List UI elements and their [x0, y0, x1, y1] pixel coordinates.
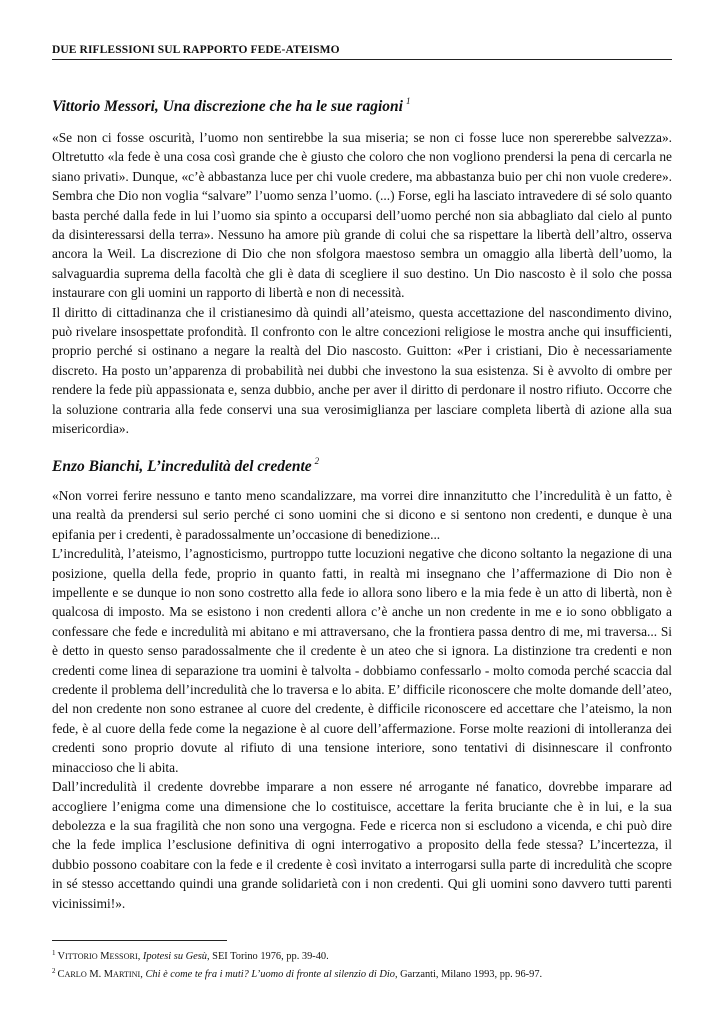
footnote-2: $^2$ CARLO M. MARTINI, Chi è come te fra i muti? L’uomo di fronte al silenzio di Dio, Garzanti, Milano 1993, pp. 96-97. [52, 967, 543, 980]
footnote-1: $^1$ VITTORIO MESSORI, Ipotesi su Gesù, SEI Torino 1976, pp. 39-40. [52, 949, 329, 962]
section-body-messori [52, 128, 672, 439]
paragraph: L’incredulità, l’ateismo, l’agnosticismo, purtroppo tutte locuzioni negative che dicono soltanto la negazione di una posizione, quella della fede, proprio in quanto fatti, in realtà mi insegnano che l’affermazione di Dio non è impellente e se dunque io non sono costretto alla fede io allora sono libero e la mia fede è un atto di libertà, non è qualcosa di imposto. Ma se esistono i non credenti allora c’è anche un non credente in me e io sono obbligato a confessare che fede e incredulità mi abitano e mi attraversano, che la frontiera passa dentro di me, mi traversa... Si è detto in questo senso paradossalmente che il credente è un ateo che si ignora. La distinzione tra credenti e non credenti come linea di separazione tra uomini è talvolta - dobbiamo confessarlo - molto comoda perché scaccia dal credente il problema dell’incredulità che lo traversa e lo abita. E’ difficile riconoscere che molte domande dell’ateo, del non credente non sono estranee al cuore del credente, è difficile riconoscere ed accettare che l’ateismo, la non fede, è al cuore della fede come la negazione è al cuore dell’affermazione. Forse molte reazioni di intolleranza dei credenti sono proprio dovute al rifiuto di una tensione interiore, sono tentativi di disinnescare il confronto minaccioso che li abita. [52, 546, 672, 775]
paragraph: Il diritto di cittadinanza che il cristianesimo dà quindi all’ateismo, questa accettazione del nascondimento divino, può rivelare insospettate profondità. Il confronto con le altre concezioni religiose le mostra anche qui insufficienti, proprio perché si ostinano a negare la realtà del Dio nascosto. Guitton: «Per i cristiani, Dio è necessariamente discreto. Ha posto un’apparenza di probabilità nei dubbi che investono la sua esistenza. Si è avvolto di ombre per rendere la fede più appassionata e, senza dubbio, anche per aver il diritto di perdonare il nostro rifiuto. Occorre che la soluzione contraria alla fede conservi una sua verosimiglianza per lasciare completa libertà di azione alla sua misericordia». [52, 304, 672, 437]
paragraph: «Non vorrei ferire nessuno e tanto meno scandalizzare, ma vorrei dire innanzitutto che l’incredulità è un fatto, è una realtà da prendersi sul serio perché ci sono uomini che si dicono e si sentono non credenti, e dunque è una epifania per i credenti, è paradossalmente un’occasione di benedizione... [52, 488, 672, 542]
footnote-divider [52, 940, 227, 941]
paragraph: Dall’incredulità il credente dovrebbe imparare a non essere né arrogante né fanatico, dovrebbe imparare ad accogliere l’enigma come una dimensione che lo costituisce, accettare la ferita bruciante che è in lui, e la sua debolezza e la sua fragilità che non sono una vergogna. Fede e ricerca non si escludono a vicenda, e chi può dire che la fede implica l’esclusione definitiva di ogni interrogativo a proposito della fede stessa? L’incertezza, il dubbio possono coabitare con la fede e il credente è così invitato a interrogarsi sulla parte di incredulità che scopre in sé stesso accettando quindi una grande solidarietà con i non credenti. Qui gli uomini sono davvero tutti parenti vicinissimi!». [52, 779, 672, 911]
footnotes [52, 946, 672, 982]
footnote-number: 2 [52, 967, 56, 975]
footnote-book-title: Chi è come te fra i muti? L’uomo di fronte al silenzio di Dio [145, 969, 395, 980]
section-title-text: Enzo Bianchi, L’incredulità del credente [52, 458, 312, 475]
running-header: DUE RIFLESSIONI SUL RAPPORTO FEDE-ATEISMO [52, 44, 672, 60]
section-body-bianchi [52, 486, 672, 913]
footnote-number: 1 [52, 949, 56, 957]
section-title-bianchi [52, 456, 672, 476]
section-title-text: Vittorio Messori, Una discrezione che ha le sue ragioni [52, 98, 403, 115]
section-title-messori [52, 96, 672, 116]
footnote-ref: 1 [405, 96, 411, 106]
paragraph: «Se non ci fosse oscurità, l’uomo non sentirebbe la sua miseria; se non ci fosse luce non spererebbe salvezza». Oltretutto «la fede è una cosa così grande che è giusto che coloro che non vogliono prendersi la pena di cercarla ne siano privati». Dunque, «c’è abbastanza luce per chi vuole credere, ma abbastanza buio per chi non vuole credere». Sembra che Dio non voglia “salvare” l’uomo senza l’uomo. (...) Forse, egli ha lasciato intravedere di sé solo quanto basta perché dalla fede in lui l’uomo sia spinto a occuparsi dell’uomo perché non sia abbagliato dal cielo al punto da disinteressarsi della terra». Nessuno ha amore più grande di colui che sa rispettare la libertà dell’altro, osserva ancora la Weil. La discrezione di Dio che non sfolgora maestoso sembra un omaggio alla libertà dell’uomo, la salvaguardia suprema della facoltà che gli è data di scegliere il suo destino. Un Dio nascosto è il solo che possa instaurare con gli uomini un rapporto di libertà e non di necessità. [52, 130, 672, 301]
footnote-ref: 2 [314, 456, 320, 466]
footnote-book-title: Ipotesi su Gesù [142, 951, 207, 962]
